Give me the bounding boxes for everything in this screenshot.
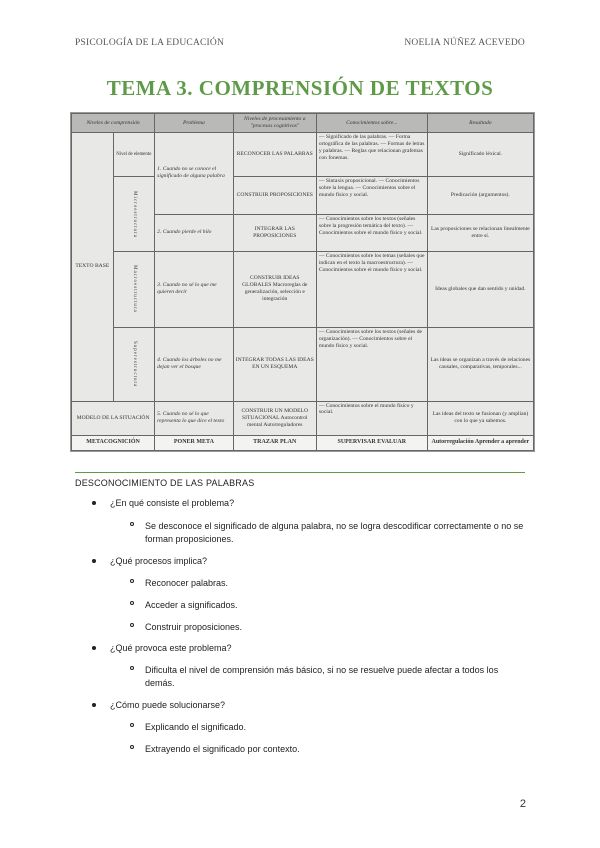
cell-process-5: CONSTRUIR UN MODELO SITUACIONAL Autocontrol mental Autorreguladores	[233, 401, 316, 435]
cell-trazar-plan: TRAZAR PLAN	[233, 435, 316, 450]
cell-super: Superestructura	[113, 327, 155, 401]
circle-bullet-icon	[130, 723, 134, 727]
section-divider	[75, 472, 525, 473]
answer-text: Construir proposiciones.	[145, 622, 243, 632]
circle-bullet-icon	[130, 579, 134, 583]
col-header-procesos: Niveles de procesamiento a "procesos cognitivos"	[233, 114, 316, 133]
header-author: NOELIA NÚÑEZ ACEVEDO	[404, 38, 525, 48]
circle-bullet-icon	[130, 522, 134, 526]
answer-text: Explicando el significado.	[145, 722, 247, 732]
comprehension-levels-figure	[70, 112, 535, 452]
cell-process-3: CONSTRUIR IDEAS GLOBALES Macroreglas de generalización, selección e integración	[233, 251, 316, 327]
page-number: 2	[519, 798, 526, 810]
question-text: ¿Qué provoca este problema?	[110, 643, 232, 653]
cell-modelo-situacion: MODELO DE LA SITUACIÓN	[72, 401, 155, 435]
cell-problem-5: 5. Cuando no sé lo que representa lo que dice el texto	[155, 401, 234, 435]
question-text: ¿En qué consiste el problema?	[110, 498, 235, 508]
question-text: ¿Qué procesos implica?	[110, 556, 208, 566]
cell-knowledge-3: — Conocimientos sobre los temas (señales que indican en el texto la macroestructura). — Conocimientos sobre el mundo físico y social.	[316, 251, 427, 327]
page-title: TEMA 3. COMPRENSIÓN DE TEXTOS	[106, 76, 494, 100]
answer-text: Extrayendo el significado por contexto.	[145, 744, 300, 754]
cell-supervisar: SUPERVISAR EVALUAR	[316, 435, 427, 450]
cell-problem-1: 1. Cuando no se conoce el significado de alguna palabra	[155, 133, 234, 215]
circle-bullet-icon	[130, 666, 134, 670]
bullet-icon	[92, 559, 96, 563]
cell-process-1b: CONSTRUIR PROPOSICIONES	[233, 177, 316, 214]
cell-knowledge-1: — Significado de las palabras. — Forma ortográfica de las palabras. — Formas de letras y palabras. — Reglas que relacionan grafemas con fonemas.	[316, 133, 427, 177]
circle-bullet-icon	[130, 745, 134, 749]
cell-knowledge-1b: — Sintaxis proposicional. — Conocimientos sobre la lengua. — Conocimientos sobre el mundo físico y social.	[316, 177, 427, 214]
cell-metacognicion: METACOGNICIÓN	[72, 435, 155, 450]
cell-knowledge-5: — Conocimientos sobre el mundo físico y social.	[316, 401, 427, 435]
cell-macro: Macroestructura	[113, 251, 155, 327]
comprehension-table	[71, 113, 534, 451]
cell-knowledge-4: — Conocimientos sobre los textos (señales de organización). — Conocimientos sobre el mundo físico y social.	[316, 327, 427, 401]
col-header-resultado: Resultado	[427, 114, 533, 133]
answer-text: Acceder a significados.	[145, 600, 238, 610]
cell-result-1: Significado léxical.	[427, 133, 533, 177]
col-header-niveles: Niveles de comprensión	[72, 114, 155, 133]
cell-process-2: INTEGRAR LAS PROPOSICIONES	[233, 214, 316, 251]
answer-text: Se desconoce el significado de alguna palabra, no se logra descodificar correctamente o no se forman proposiciones.	[145, 521, 524, 544]
cell-micro: Microestructura	[113, 177, 155, 252]
circle-bullet-icon	[130, 623, 134, 627]
answer-text: Reconocer palabras.	[145, 578, 229, 588]
col-header-problema: Problema	[155, 114, 234, 133]
cell-autorregulacion: Autorregulación Aprender a aprender	[427, 435, 533, 450]
cell-result-5: Las ideas del texto se fusionan (y amplían) con lo que ya sabemos.	[427, 401, 533, 435]
cell-problem-3: 3. Cuando no sé lo que me quieren decir	[155, 251, 234, 327]
cell-process-1: RECONOCER LAS PALABRAS	[233, 133, 316, 177]
answer-text: Dificulta el nivel de comprensión más básico, si no se resuelve puede afectar a todos los demás.	[145, 665, 499, 688]
cell-result-2: Las proposiciones se relacionan linealmente entre sí.	[427, 214, 533, 251]
cell-process-4: INTEGRAR TODAS LAS IDEAS EN UN ESQUEMA	[233, 327, 316, 401]
cell-nivel-elemento: Nivel de elemento	[113, 133, 155, 177]
cell-texto-base: TEXTO BASE	[72, 133, 114, 402]
header-course: PSICOLOGÍA DE LA EDUCACIÓN	[75, 38, 225, 48]
cell-problem-2: 2. Cuando pierde el hilo	[155, 214, 234, 251]
cell-problem-4: 4. Cuando los árboles no me dejan ver el bosque	[155, 327, 234, 401]
question-text: ¿Cómo puede solucionarse?	[110, 700, 226, 710]
col-header-conocimientos: Conocimientos sobre...	[316, 114, 427, 133]
circle-bullet-icon	[130, 601, 134, 605]
cell-poner-meta: PONER META	[155, 435, 234, 450]
bullet-icon	[92, 703, 96, 707]
cell-result-3: Ideas globales que dan sentido y unidad.	[427, 251, 533, 327]
cell-result-4: Las ideas se organizan a través de relaciones causales, comparativas, temporales...	[427, 327, 533, 401]
section-heading: DESCONOCIMIENTO DE LAS PALABRAS	[75, 478, 255, 488]
bullet-icon	[92, 646, 96, 650]
cell-result-1b: Predicación (argumentos).	[427, 177, 533, 214]
cell-knowledge-2: — Conocimientos sobre los textos (señales sobre la progresión temática del texto). — Conocimientos sobre el mundo físico y social.	[316, 214, 427, 251]
bullet-icon	[92, 501, 96, 505]
